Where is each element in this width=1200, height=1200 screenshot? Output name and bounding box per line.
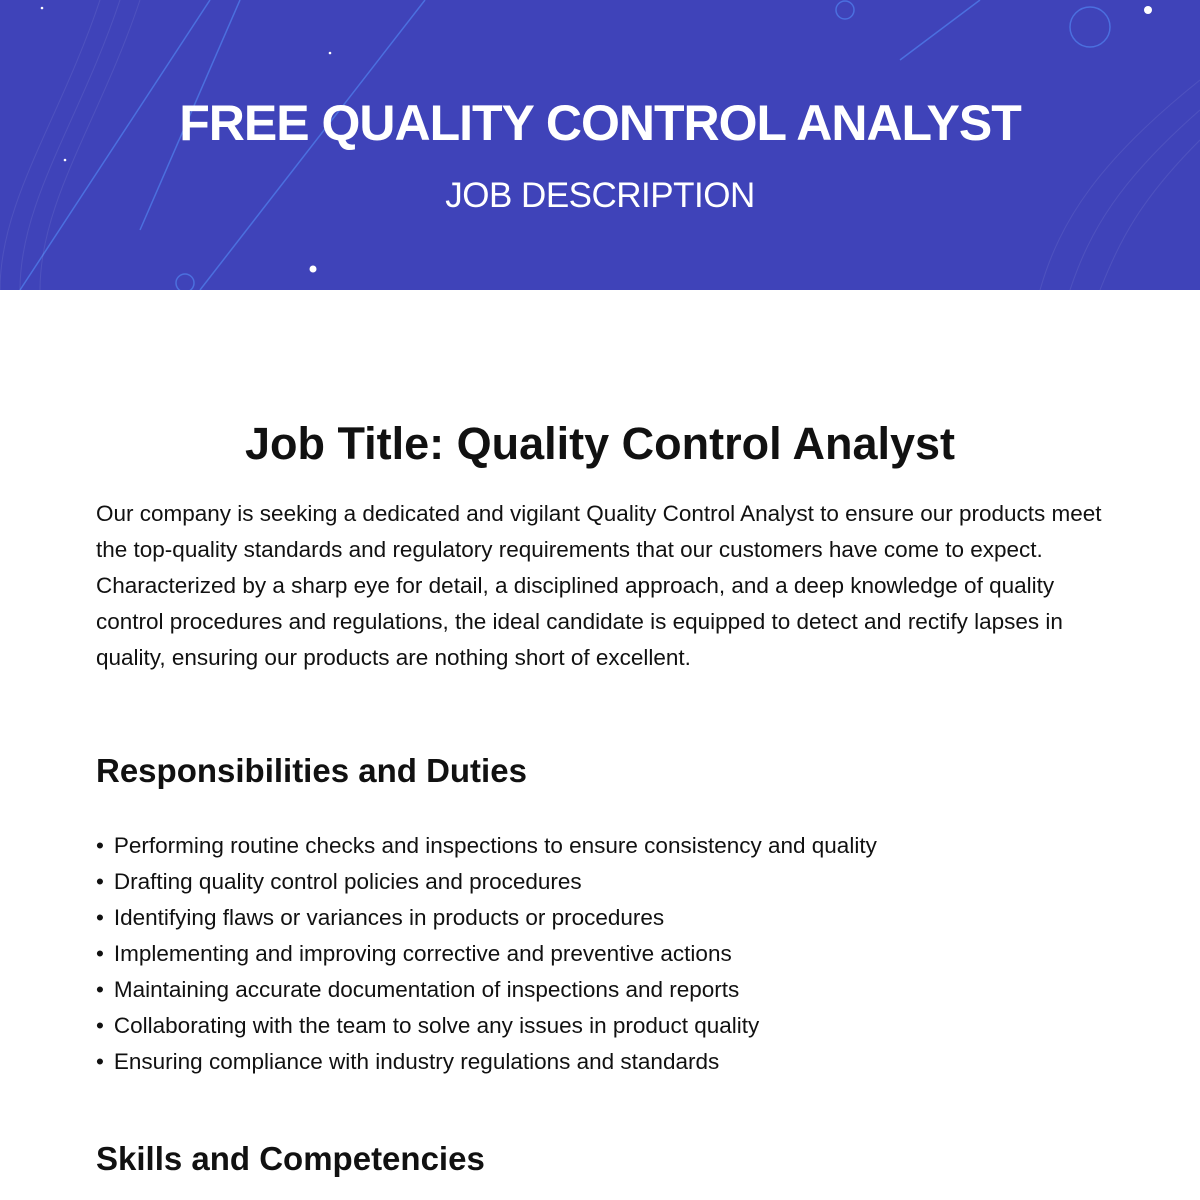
list-item: • Implementing and improving corrective and preventive actions [96, 936, 1104, 972]
header-banner [0, 0, 1200, 290]
list-item: • Collaborating with the team to solve any issues in product quality [96, 1008, 1104, 1044]
banner-title: FREE QUALITY CONTROL ANALYST [179, 95, 1021, 151]
banner-subtitle: JOB DESCRIPTION [445, 176, 755, 215]
list-item: • Ensuring compliance with industry regulations and standards [96, 1044, 1104, 1080]
list-item: • Drafting quality control policies and procedures [96, 864, 1104, 900]
job-title: Job Title: Quality Control Analyst [244, 418, 956, 469]
responsibilities-list [96, 828, 1104, 1080]
skills-heading: Skills and Competencies [96, 1140, 485, 1177]
document-body [0, 418, 1200, 1178]
list-item: • Identifying flaws or variances in products or procedures [96, 900, 1104, 936]
list-item: • Performing routine checks and inspections to ensure consistency and quality [96, 828, 1104, 864]
responsibilities-heading: Responsibilities and Duties [96, 752, 527, 789]
intro-paragraph: Our company is seeking a dedicated and vigilant Quality Control Analyst to ensure our products meet the top-quality standards and regulatory requirements that our customers have come to expect. Characterized by a sharp eye for detail, a disciplined approach, and a deep knowledge of quality control procedures and regulations, the ideal candidate is equipped to detect and rectify lapses in quality, ensuring our products are nothing short of excellent. [96, 501, 1102, 670]
list-item: • Maintaining accurate documentation of inspections and reports [96, 972, 1104, 1008]
